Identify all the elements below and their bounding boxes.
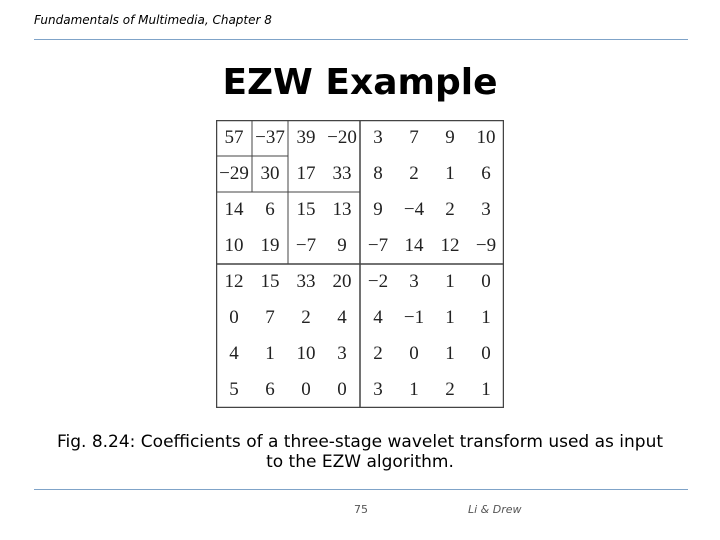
matrix-cell: 12 <box>440 235 460 256</box>
matrix-cell: 14 <box>404 235 424 256</box>
matrix-cell: 15 <box>260 271 280 292</box>
matrix-cell: 0 <box>481 343 491 364</box>
footer-authors: Li & Drew <box>468 503 522 516</box>
matrix-cell: 8 <box>373 163 383 184</box>
matrix-cell: 20 <box>332 271 352 292</box>
matrix-cell: 9 <box>337 235 347 256</box>
footer-divider <box>34 489 688 490</box>
matrix-cell: 2 <box>301 307 311 328</box>
matrix-cell: −29 <box>219 163 249 184</box>
matrix-cell: 1 <box>445 343 455 364</box>
page-number: 75 <box>354 503 368 516</box>
matrix-cell: 9 <box>445 127 455 148</box>
matrix-cell: 33 <box>332 163 352 184</box>
caption-line-2: to the EZW algorithm. <box>266 452 454 472</box>
matrix-cell: 57 <box>224 127 244 148</box>
matrix-cell: 6 <box>265 199 275 220</box>
matrix-cell: 0 <box>301 379 311 400</box>
matrix-cell: 10 <box>296 343 316 364</box>
matrix-cell: 7 <box>409 127 419 148</box>
matrix-cell: −4 <box>403 199 425 220</box>
slide-title: EZW Example <box>222 62 498 103</box>
coefficient-matrix <box>216 120 504 408</box>
caption-line-1: Fig. 8.24: Coefficients of a three-stage wavelet transform used as input <box>56 432 664 452</box>
matrix-cell: 0 <box>229 307 239 328</box>
matrix-cell: 10 <box>476 127 496 148</box>
matrix-cell: 3 <box>481 199 491 220</box>
matrix-cell: 1 <box>445 307 455 328</box>
matrix-cell: 14 <box>224 199 244 220</box>
matrix-cell: 0 <box>409 343 419 364</box>
matrix-cell: −7 <box>295 235 317 256</box>
matrix-cell: 6 <box>481 163 491 184</box>
matrix-cell: 0 <box>481 271 491 292</box>
matrix-cell: 1 <box>445 271 455 292</box>
matrix-cell: 9 <box>373 199 383 220</box>
matrix-cell: 3 <box>373 127 383 148</box>
matrix-cell: 1 <box>265 343 275 364</box>
matrix-cell: 3 <box>409 271 419 292</box>
matrix-cell: 4 <box>337 307 347 328</box>
matrix-cell: 1 <box>481 379 491 400</box>
matrix-cell: 30 <box>260 163 280 184</box>
matrix-cell: 3 <box>337 343 347 364</box>
matrix-cell: 19 <box>260 235 280 256</box>
matrix-cell: 2 <box>445 379 455 400</box>
chapter-header: Fundamentals of Multimedia, Chapter 8 <box>34 13 272 27</box>
matrix-cell: 17 <box>296 163 316 184</box>
matrix-cell: 10 <box>224 235 244 256</box>
matrix-cell: 1 <box>409 379 419 400</box>
matrix-cell: 1 <box>445 163 455 184</box>
matrix-cell: −20 <box>327 127 357 148</box>
matrix-cell: 4 <box>229 343 239 364</box>
matrix-cell: 39 <box>296 127 316 148</box>
matrix-cell: 7 <box>265 307 275 328</box>
matrix-cell: −2 <box>367 271 389 292</box>
figure-caption <box>40 432 680 472</box>
matrix-cell: −37 <box>255 127 285 148</box>
matrix-cell: 4 <box>373 307 383 328</box>
matrix-cell: 5 <box>229 379 239 400</box>
matrix-cell: 3 <box>373 379 383 400</box>
header-divider <box>34 39 688 40</box>
matrix-cell: −9 <box>475 235 497 256</box>
matrix-cell: 15 <box>296 199 316 220</box>
matrix-cell: 13 <box>332 199 352 220</box>
matrix-cell: 6 <box>265 379 275 400</box>
matrix-cell: −1 <box>403 307 425 328</box>
matrix-cell: −7 <box>367 235 389 256</box>
matrix-cell: 1 <box>481 307 491 328</box>
matrix-cell: 2 <box>409 163 419 184</box>
matrix-cell: 2 <box>445 199 455 220</box>
matrix-cell: 2 <box>373 343 383 364</box>
matrix-cell: 12 <box>224 271 244 292</box>
matrix-cell: 0 <box>337 379 347 400</box>
matrix-cell: 33 <box>296 271 316 292</box>
